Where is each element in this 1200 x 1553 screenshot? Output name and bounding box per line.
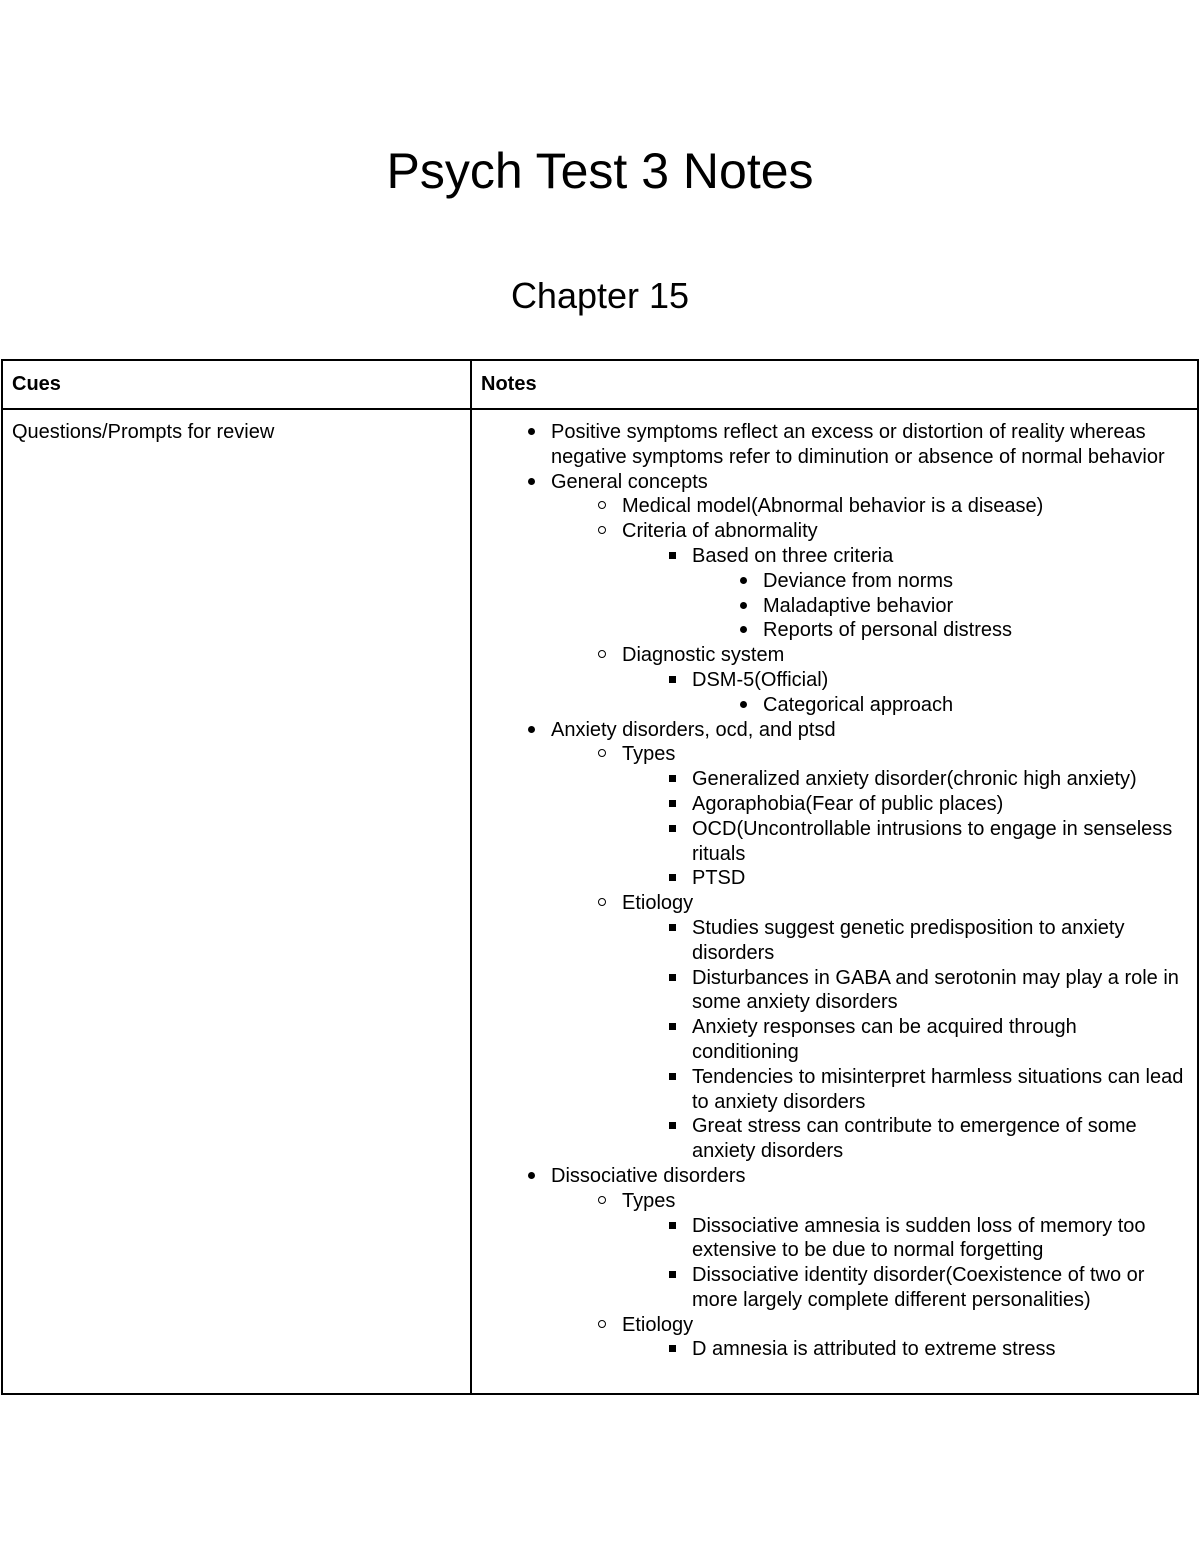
list-item-text: Based on three criteria [692,544,894,567]
list-item-text: Types [622,1189,676,1212]
disc-bullet-icon [521,470,541,495]
list-item [481,594,1188,619]
list-item [481,668,1188,693]
list-item-text: Reports of personal distress [763,619,1013,642]
list-item [481,1337,1188,1362]
list-item-text: Maladaptive behavior [763,594,954,617]
list-item-text: OCD(Uncontrollable intrusions to engage in senseless rituals [692,817,1173,865]
list-item [481,1214,1188,1264]
list-item [481,718,1188,743]
circle-bullet-icon [592,1313,612,1338]
list-item [481,569,1188,594]
square-bullet-icon [662,1214,682,1239]
notes-list [481,410,1188,1362]
list-item-text: Etiology [622,892,694,915]
list-item-text: Dissociative identity disorder(Coexistence of two or more largely complete different personalities) [692,1264,1145,1311]
cues-column-header: Cues [2,360,471,409]
list-item-text: Dissociative disorders [551,1164,746,1187]
list-item [481,693,1188,718]
circle-bullet-icon [592,494,612,519]
list-item-text: Great stress can contribute to emergence of some anxiety disorders [692,1115,1137,1163]
square-bullet-icon [662,866,682,891]
disc-bullet-icon [733,618,753,643]
list-item-text: Agoraphobia(Fear of public places) [692,792,1004,815]
list-item-text: Criteria of abnormality [622,520,818,543]
list-item [481,792,1188,817]
list-item-text: Anxiety responses can be acquired through conditioning [692,1016,1077,1063]
circle-bullet-icon [592,643,612,668]
list-item [481,1065,1188,1115]
square-bullet-icon [662,767,682,792]
list-item [481,1313,1188,1338]
table-row [2,409,1198,1394]
square-bullet-icon [662,792,682,817]
list-item-text: Positive symptoms reflect an excess or distortion of reality whereas negative symptoms refer to diminution or absence of normal behavior [551,421,1165,468]
list-item [481,519,1188,544]
list-item-text: Studies suggest genetic predisposition to anxiety disorders [692,916,1125,964]
square-bullet-icon [662,1065,682,1090]
notes-cell [471,409,1198,1394]
list-item [481,618,1188,643]
list-item [481,866,1188,891]
disc-bullet-icon [521,1164,541,1189]
list-item [481,470,1188,495]
list-item-text: Etiology [622,1313,694,1336]
list-item-text: Dissociative amnesia is sudden loss of memory too extensive to be due to normal forgetting [692,1214,1146,1262]
notes-column-header: Notes [471,360,1198,409]
square-bullet-icon [662,916,682,941]
list-item [481,742,1188,767]
list-item [481,767,1188,792]
list-item-text: Generalized anxiety disorder(chronic high anxiety) [692,768,1137,791]
page-title: Psych Test 3 Notes [386,143,814,199]
list-item-text: Deviance from norms [763,569,954,592]
disc-bullet-icon [733,569,753,594]
square-bullet-icon [662,1263,682,1288]
list-item [481,544,1188,569]
cues-cell [2,409,471,1394]
list-item [481,420,1188,470]
list-item [481,643,1188,668]
disc-bullet-icon [733,594,753,619]
list-item [481,966,1188,1016]
list-item-text: PTSD [692,867,746,890]
cornell-notes-table [1,359,1199,1395]
list-item [481,1164,1188,1189]
list-item-text: General concepts [551,470,708,493]
circle-bullet-icon [592,1189,612,1214]
list-item-text: Tendencies to misinterpret harmless situations can lead to anxiety disorders [692,1065,1184,1113]
list-item [481,817,1188,867]
list-item-text: DSM-5(Official) [692,668,829,691]
circle-bullet-icon [592,519,612,544]
cues-text: Questions/Prompts for review [12,421,275,443]
list-item-text: Anxiety disorders, ocd, and ptsd [551,718,836,741]
square-bullet-icon [662,817,682,842]
square-bullet-icon [662,668,682,693]
list-item [481,1114,1188,1164]
list-item [481,916,1188,966]
list-item [481,494,1188,519]
square-bullet-icon [662,1015,682,1040]
list-item-text: Disturbances in GABA and serotonin may play a role in some anxiety disorders [692,966,1179,1014]
list-item-text: Categorical approach [763,693,954,716]
square-bullet-icon [662,966,682,991]
disc-bullet-icon [521,420,541,445]
circle-bullet-icon [592,742,612,767]
list-item-text: Types [622,743,676,766]
list-item [481,1015,1188,1065]
square-bullet-icon [662,1337,682,1362]
square-bullet-icon [662,544,682,569]
disc-bullet-icon [733,693,753,718]
disc-bullet-icon [521,718,541,743]
circle-bullet-icon [592,891,612,916]
list-item [481,891,1188,916]
table-header-row [2,360,1198,409]
square-bullet-icon [662,1114,682,1139]
list-item-text: D amnesia is attributed to extreme stress [692,1338,1056,1361]
chapter-heading: Chapter 15 [510,275,690,316]
list-item-text: Diagnostic system [622,644,785,667]
list-item [481,1189,1188,1214]
list-item [481,1263,1188,1313]
list-item-text: Medical model(Abnormal behavior is a disease) [622,495,1044,518]
